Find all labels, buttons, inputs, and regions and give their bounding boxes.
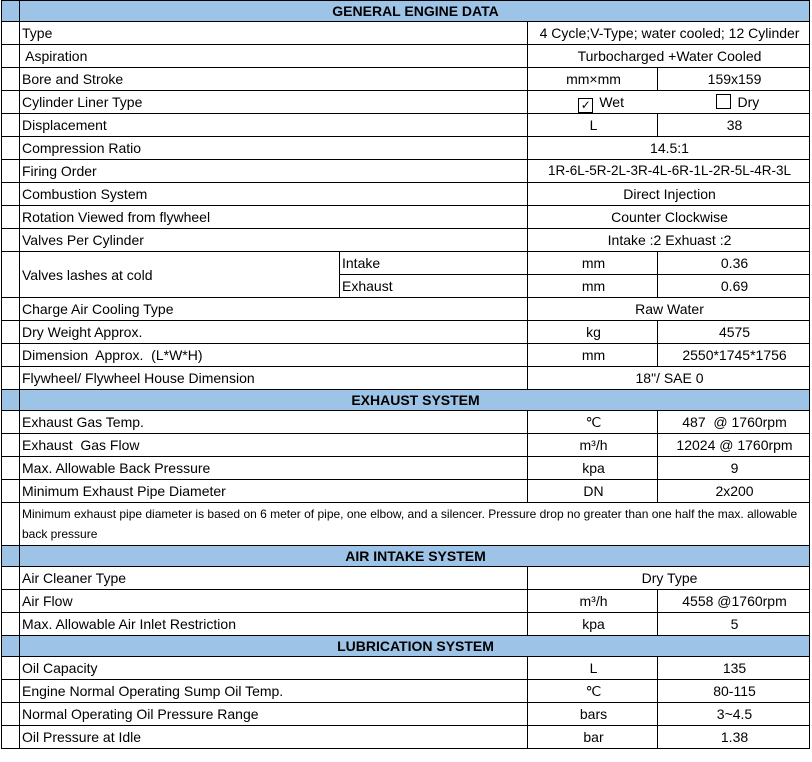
row-value: 135 (658, 657, 810, 680)
row-label: Rotation Viewed from flywheel (20, 206, 528, 229)
row-label: Minimum Exhaust Pipe Diameter (20, 480, 528, 503)
row-label: Valves Per Cylinder (20, 229, 528, 252)
table-row (2, 613, 810, 636)
row-value: 1R-6L-5R-2L-3R-4L-6R-1L-2R-5L-4R-3L (528, 160, 810, 183)
table-row (2, 680, 810, 703)
table-row (2, 68, 810, 91)
table-row (2, 137, 810, 160)
table-row (2, 703, 810, 726)
row-value: 159x159 (658, 68, 810, 91)
row-label: Max. Allowable Air Inlet Restriction (20, 613, 528, 636)
section-title: EXHAUST SYSTEM (20, 390, 810, 411)
table-row (2, 298, 810, 321)
row-unit: ℃ (528, 680, 658, 703)
row-label: Displacement (20, 114, 528, 137)
table-row (2, 726, 810, 749)
table-row (2, 91, 810, 114)
row-label: Exhaust Gas Temp. (20, 411, 528, 434)
row-label: Valves lashes at cold (20, 252, 340, 298)
row-label: Air Cleaner Type (20, 567, 528, 590)
table-row (2, 567, 810, 590)
exhaust-note: Minimum exhaust pipe diameter is based on 6 meter of pipe, one elbow, and a silencer. Pressure drop no greater than one half the max. allowable back pressure (20, 503, 810, 546)
liner-dry-label: Dry (737, 93, 760, 110)
row-label: Dimension Approx. (L*W*H) (20, 344, 528, 367)
liner-dry-option (670, 92, 807, 112)
note-row (2, 503, 810, 546)
section-header-lube (2, 636, 810, 657)
section-title: GENERAL ENGINE DATA (20, 1, 810, 22)
table-row (2, 22, 810, 45)
row-value: 2x200 (658, 480, 810, 503)
row-unit: bars (528, 703, 658, 726)
row-value: 0.36 (658, 252, 810, 275)
row-unit: mm (528, 275, 658, 298)
table-row (2, 45, 810, 68)
table-row (2, 206, 810, 229)
row-label: Oil Pressure at Idle (20, 726, 528, 749)
table-row (2, 229, 810, 252)
row-label: Firing Order (20, 160, 528, 183)
row-value: 5 (658, 613, 810, 636)
row-label: Type (20, 22, 528, 45)
row-value: Intake :2 Exhuast :2 (528, 229, 810, 252)
row-label: Air Flow (20, 590, 528, 613)
row-label: Aspiration (20, 45, 528, 68)
row-label: Combustion System (20, 183, 528, 206)
table-row (2, 434, 810, 457)
row-value: Turbocharged +Water Cooled (528, 45, 810, 68)
row-unit: bar (528, 726, 658, 749)
row-value: 3~4.5 (658, 703, 810, 726)
row-unit: DN (528, 480, 658, 503)
section-title: LUBRICATION SYSTEM (20, 636, 810, 657)
row-label: Normal Operating Oil Pressure Range (20, 703, 528, 726)
row-label: Bore and Stroke (20, 68, 528, 91)
table-row (2, 411, 810, 434)
row-value: 12024 @ 1760rpm (658, 434, 810, 457)
table-row (2, 457, 810, 480)
table-row (2, 480, 810, 503)
row-label: Exhaust Gas Flow (20, 434, 528, 457)
liner-wet-label: Wet (599, 93, 624, 110)
liner-wet-option (533, 92, 670, 113)
row-unit: kpa (528, 457, 658, 480)
row-unit: L (528, 657, 658, 680)
row-label: Charge Air Cooling Type (20, 298, 528, 321)
table-row (2, 590, 810, 613)
row-unit: kg (528, 321, 658, 344)
liner-options (528, 91, 810, 114)
row-label: Compression Ratio (20, 137, 528, 160)
empty-checkbox-icon (716, 94, 731, 109)
row-value: 0.69 (658, 275, 810, 298)
section-header-general (2, 1, 810, 22)
row-value: 487 @ 1760rpm (658, 411, 810, 434)
row-value: 4 Cycle;V-Type; water cooled; 12 Cylinder (528, 22, 810, 45)
table-row (2, 321, 810, 344)
row-unit: kpa (528, 613, 658, 636)
row-label: Cylinder Liner Type (20, 91, 528, 114)
engine-spec-table (1, 0, 810, 749)
table-row (2, 657, 810, 680)
row-value: 9 (658, 457, 810, 480)
row-value: Raw Water (528, 298, 810, 321)
row-label: Dry Weight Approx. (20, 321, 528, 344)
row-value: 14.5:1 (528, 137, 810, 160)
row-label: Flywheel/ Flywheel House Dimension (20, 367, 528, 390)
row-value: 18"/ SAE 0 (528, 367, 810, 390)
row-unit: m³/h (528, 434, 658, 457)
row-value: Counter Clockwise (528, 206, 810, 229)
row-value: 1.38 (658, 726, 810, 749)
row-value: 2550*1745*1756 (658, 344, 810, 367)
table-row (2, 344, 810, 367)
table-row (2, 114, 810, 137)
row-label: Engine Normal Operating Sump Oil Temp. (20, 680, 528, 703)
sub-label: Intake (340, 252, 528, 275)
sub-label: Exhaust (340, 275, 528, 298)
table-row (2, 183, 810, 206)
checked-checkbox-icon: ✓ (578, 98, 593, 113)
table-row (2, 367, 810, 390)
row-unit: ℃ (528, 411, 658, 434)
table-row (2, 160, 810, 183)
table-row (2, 252, 810, 275)
row-value: 38 (658, 114, 810, 137)
section-header-air (2, 546, 810, 567)
row-value: Direct Injection (528, 183, 810, 206)
row-label: Max. Allowable Back Pressure (20, 457, 528, 480)
row-value: 4575 (658, 321, 810, 344)
row-value: 80-115 (658, 680, 810, 703)
row-unit: mm×mm (528, 68, 658, 91)
row-value: Dry Type (528, 567, 810, 590)
row-unit: L (528, 114, 658, 137)
row-unit: m³/h (528, 590, 658, 613)
row-unit: mm (528, 252, 658, 275)
section-title: AIR INTAKE SYSTEM (20, 546, 810, 567)
row-label: Oil Capacity (20, 657, 528, 680)
row-unit: mm (528, 344, 658, 367)
row-value: 4558 @1760rpm (658, 590, 810, 613)
section-header-exhaust (2, 390, 810, 411)
